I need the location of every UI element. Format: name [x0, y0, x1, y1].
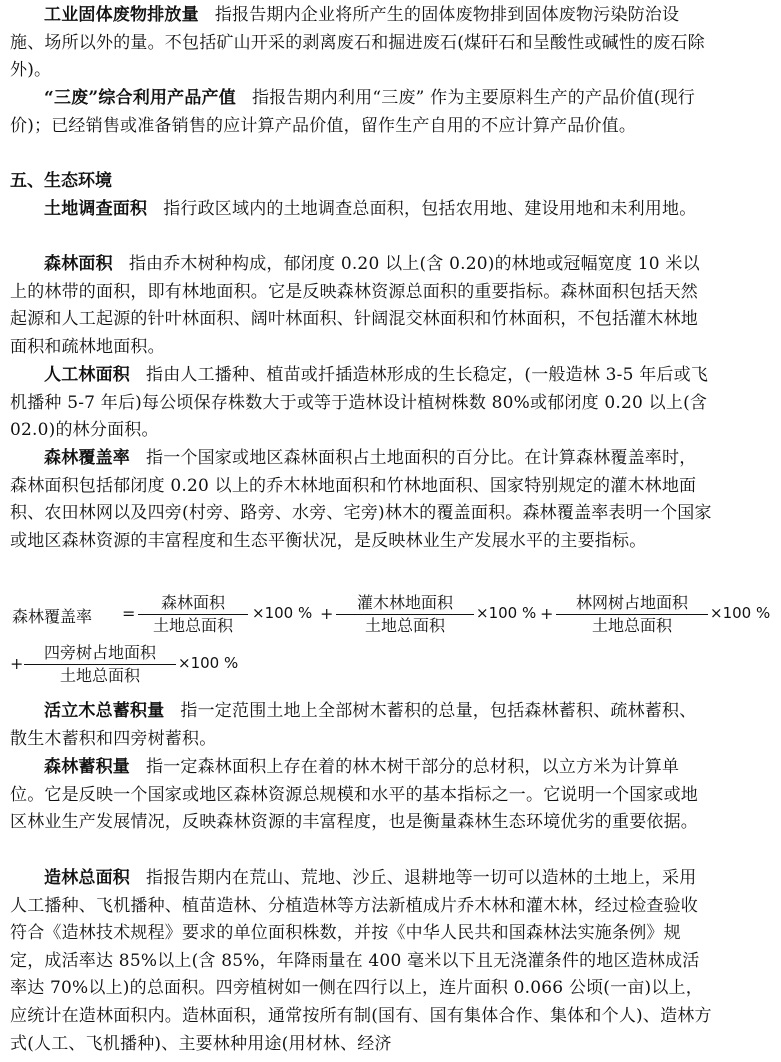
times-100-percent: ×100 % — [476, 604, 537, 622]
paragraph-afforestation-area — [10, 865, 712, 1058]
term-heading: 造林总面积 — [44, 868, 130, 888]
fraction-forest-area — [138, 592, 248, 637]
plus-sign: + — [540, 604, 554, 623]
term-heading: 森林覆盖率 — [44, 448, 130, 468]
paragraph-forest-area — [10, 251, 712, 361]
paragraph-text: 指一定范围土地上全部树木蓄积的总量，包括森林蓄积、疏林蓄积、散生木蓄积和四旁树蓄积。 — [10, 701, 697, 749]
numerator: 林网树占地面积 — [575, 593, 688, 612]
paragraph-text: 指报告期内在荒山、荒地、沙丘、退耕地等一切可以造林的土地上，采用人工播种、飞机播种、植苗造林、分植造林等方法新植成片乔木林和灌木林，经过检查验收符合《造林技术规程》要求的单位面积株数，并按《中华人民共和国森林法实施条例》规定，成活率达 85%以上(含 85%，年降雨量在 400 毫米以下且无浇灌条件的地区造林成活率达 70%以上)的总面积。四旁植树如一侧在四行以上，连片面积 0.066 公顷(一亩)以上，应统计在造林面积内。造林面积，通常按所有制(国有、国有集体合作、集体和个人)、造林方式(人工、飞机播种)、主要林种用途(用材林、经济 — [10, 868, 712, 1054]
times-100-percent: ×100 % — [710, 604, 771, 622]
paragraph-land-survey-area — [10, 196, 712, 224]
term-heading: 人工林面积 — [44, 365, 130, 385]
numerator: 森林面积 — [160, 593, 225, 612]
fraction-roadside-tree-area — [24, 642, 176, 687]
numerator: 灌木林地面积 — [356, 593, 453, 612]
paragraph-text: 指报告期内企业将所产生的固体废物排到固体废物污染防治设施、场所以外的量。不包括矿山开采的剥离废石和掘进废石(煤矸石和呈酸性或碱性的废石除外)。 — [10, 5, 705, 81]
paragraph-forest-coverage — [10, 445, 712, 555]
term-heading: 森林面积 — [44, 254, 113, 274]
paragraph-solid-waste-discharge — [10, 2, 712, 85]
paragraph-plantation-area — [10, 362, 712, 445]
term-heading: 土地调查面积 — [44, 199, 148, 219]
paragraph-standing-stock-volume — [10, 698, 712, 753]
times-100-percent: ×100 % — [252, 604, 313, 622]
fraction-shelterbelt-area — [556, 592, 708, 637]
denominator: 土地总面积 — [152, 616, 233, 635]
term-heading: 活立木总蓄积量 — [44, 701, 165, 721]
paragraph-text: 指由乔木树种构成，郁闭度 0.20 以上(含 0.20)的林地或冠幅宽度 10 米以上的林带的面积，即有林地面积。它是反映森林资源总面积的重要指标。森林面积包括天然起源和人工起源的针叶林面积、阔叶林面积、针阔混交林面积和竹林面积，不包括灌木林地面积和疏林地面积。 — [10, 254, 700, 357]
term-heading: 工业固体废物排放量 — [44, 5, 199, 25]
formula-line-2 — [10, 642, 781, 692]
equals-sign: = — [122, 604, 136, 623]
plus-sign: + — [320, 604, 334, 623]
denominator: 土地总面积 — [59, 666, 140, 685]
paragraph-text: 指一定森林面积上存在着的林木树干部分的总材积，以立方米为计算单位。它是反映一个国家或地区森林资源总规模和水平的基本指标之一。它说明一个国家或地区林业生产发展情况，反映森林资源的丰富程度，也是衡量森林生态环境优劣的重要依据。 — [10, 757, 698, 833]
denominator: 土地总面积 — [591, 616, 672, 635]
fraction-shrub-area — [336, 592, 474, 637]
formula-line-1 — [10, 592, 781, 642]
section-heading: 五、生态环境 — [10, 171, 112, 191]
term-heading: “三废”综合利用产品产值 — [44, 88, 236, 108]
denominator: 土地总面积 — [364, 616, 445, 635]
paragraph-text: 指行政区域内的土地调查总面积，包括农用地、建设用地和未利用地。 — [163, 199, 697, 219]
formula-label: 森林覆盖率 — [12, 607, 93, 626]
times-100-percent: ×100 % — [178, 654, 239, 672]
paragraph-text: 指一个国家或地区森林面积占土地面积的百分比。在计算森林覆盖率时，森林面积包括郁闭度 0.20 以上的乔木林地面积和竹林地面积、国家特别规定的灌木林地面积、农田林网以及四旁(村旁、路旁、水旁、宅旁)林木的覆盖面积。森林覆盖率表明一个国家或地区森林资源的丰富程度和生态平衡状况，是反映林业生产发展水平的主要指标。 — [10, 448, 712, 551]
paragraph-three-wastes-output — [10, 85, 712, 140]
paragraph-forest-stock-volume — [10, 754, 712, 837]
term-heading: 森林蓄积量 — [44, 757, 130, 777]
plus-sign: + — [10, 654, 24, 673]
numerator: 四旁树占地面积 — [43, 643, 156, 662]
paragraph-text: 指由人工播种、植苗或扦插造林形成的生长稳定，(一般造林 3-5 年后或飞机播种 5-7 年后)每公顷保存株数大于或等于造林设计植树株数 80%或郁闭度 0.20 以上(含 02.0)的林分面积。 — [10, 365, 709, 441]
paragraph-text: 指报告期内利用“三废” 作为主要原料生产的产品价值(现行价)；已经销售或准备销售的应计算产品价值，留作生产自用的不应计算产品价值。 — [10, 88, 695, 136]
